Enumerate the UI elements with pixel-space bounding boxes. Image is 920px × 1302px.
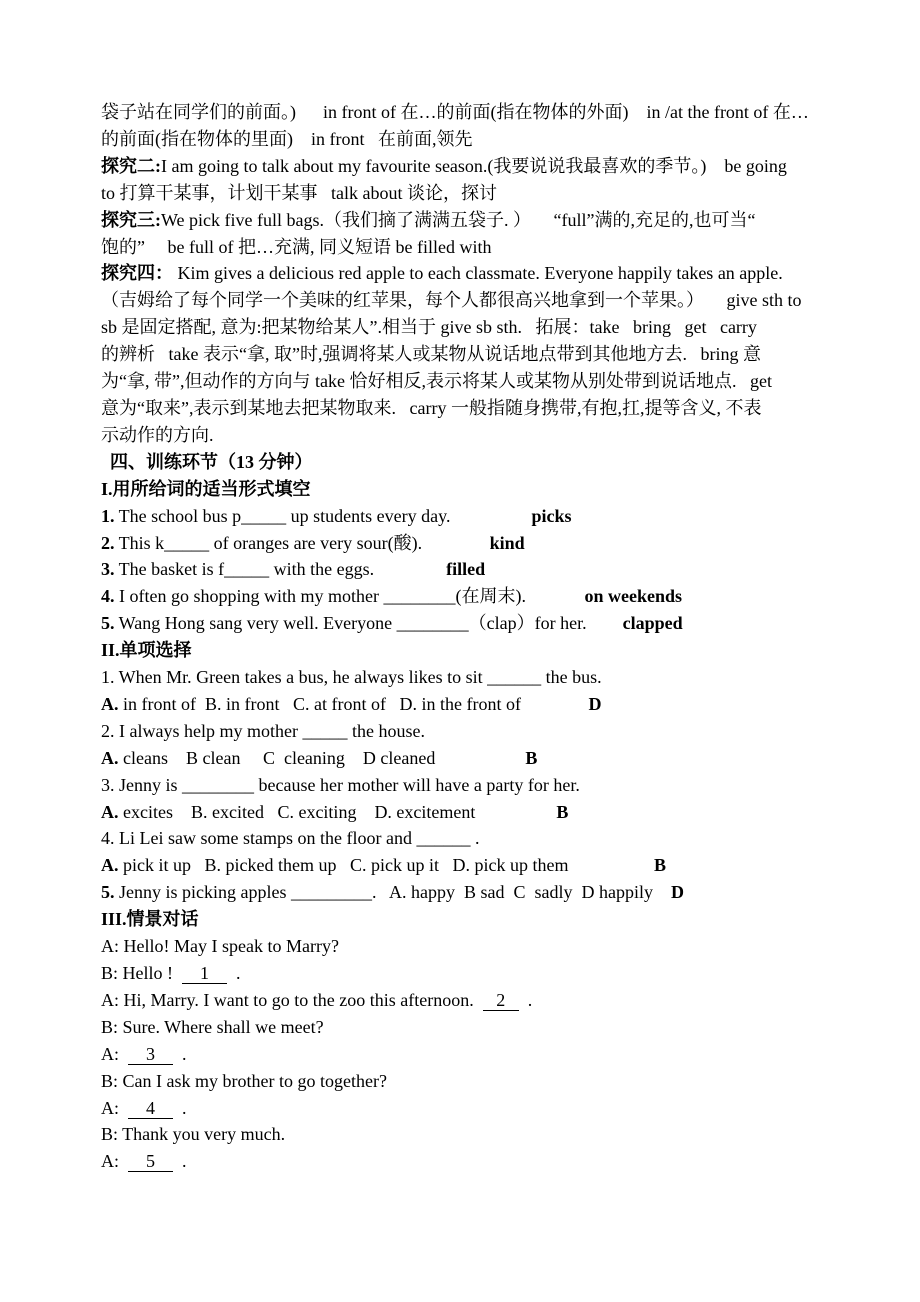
text-line xyxy=(101,799,840,826)
text-line xyxy=(101,530,840,557)
text-line xyxy=(101,583,840,610)
text-line xyxy=(101,664,840,691)
text-segment: II.单项选择 xyxy=(101,640,192,661)
text-segment: filled xyxy=(446,559,486,580)
text-segment: 1. When Mr. Green takes a bus, he always likes to sit ______ the bus. xyxy=(101,667,602,688)
text-segment: A: xyxy=(101,1043,128,1064)
text-line xyxy=(101,1014,840,1041)
text-segment: 探究二: xyxy=(101,155,161,176)
text-segment: pick it up B. picked them up C. pick up it D. pick up them xyxy=(118,855,654,876)
text-line xyxy=(101,476,840,503)
text-segment: 3. Jenny is ________ because her mother will have a party for her. xyxy=(101,774,580,795)
text-segment: I.用所给词的适当形式填空 xyxy=(101,478,311,499)
text-line xyxy=(101,1095,840,1122)
text-line xyxy=(101,772,840,799)
text-line xyxy=(101,180,840,207)
text-segment: 意为“取来”,表示到某地去把某物取来. carry 一般指随身携带,有抱,扛,提等含义, 不表 xyxy=(101,397,762,418)
text-segment: A: xyxy=(101,1151,128,1172)
text-segment: The school bus p_____ up students every day. xyxy=(114,505,532,526)
text-segment: . xyxy=(173,1043,187,1064)
text-segment: B xyxy=(653,855,666,876)
text-segment: 4. Li Lei saw some stamps on the floor and ______ . xyxy=(101,828,480,849)
text-segment: I often go shopping with my mother ________(在周末). xyxy=(114,586,585,607)
text-line xyxy=(101,1148,840,1175)
text-segment: B: Can I ask my brother to go together? xyxy=(101,1070,387,1091)
text-line xyxy=(101,260,840,287)
text-line xyxy=(101,503,840,530)
text-line xyxy=(101,126,840,153)
text-line xyxy=(101,825,840,852)
text-segment: 饱的” be full of 把…充满, 同义短语 be filled with xyxy=(101,236,492,257)
text-segment: B xyxy=(556,801,569,822)
text-segment: 5. xyxy=(101,882,115,903)
text-line xyxy=(101,341,840,368)
text-segment: This k_____ of oranges are very sour(酸). xyxy=(114,532,490,553)
text-line xyxy=(101,422,840,449)
text-segment: D xyxy=(588,693,602,714)
text-segment: B: Hello ! xyxy=(101,963,182,983)
text-segment: 2. I always help my mother _____ the house. xyxy=(101,720,425,741)
text-line xyxy=(101,314,840,341)
text-segment: A. xyxy=(101,855,119,876)
text-segment: （吉姆给了每个同学一个美味的红苹果，每个人都很高兴地拿到一个苹果。） give sth to xyxy=(101,290,802,311)
text-line xyxy=(101,960,840,987)
text-segment: sb 是固定搭配, 意为:把某物给某人”.相当于 give sb sth. 拓展：take bring get carry xyxy=(101,317,757,338)
text-segment: cleans B clean C cleaning D cleaned xyxy=(118,747,526,768)
text-segment: D xyxy=(670,882,684,903)
text-segment: A. xyxy=(101,747,119,768)
text-segment: A: Hi, Marry. I want to go to the zoo this afternoon. xyxy=(101,989,483,1010)
text-line xyxy=(101,933,840,960)
text-line xyxy=(101,234,840,261)
text-segment: Jenny is picking apples _________. A. happy B sad C sadly D happily xyxy=(114,882,671,903)
text-line xyxy=(101,852,840,879)
text-segment: . xyxy=(173,1097,187,1118)
text-line xyxy=(101,879,840,906)
text-segment: 袋子站在同学们的前面。) in front of 在…的前面(指在物体的外面) in /at the front of 在… xyxy=(101,102,809,122)
blank-underline: 5 xyxy=(128,1151,173,1172)
text-segment: The basket is f_____ with the eggs. xyxy=(114,559,447,580)
text-segment: We pick five full bags.（我们摘了满满五袋子. ） “full”满的,充足的,也可当“ xyxy=(161,209,756,230)
text-line xyxy=(101,449,840,476)
text-segment: B xyxy=(525,747,538,768)
text-line xyxy=(101,1041,840,1068)
text-segment: A. xyxy=(101,693,119,714)
text-line xyxy=(101,691,840,718)
text-segment: . xyxy=(518,989,533,1010)
text-line xyxy=(101,153,840,180)
blank-underline: 2 xyxy=(482,989,519,1010)
text-line xyxy=(101,987,840,1014)
text-segment: 探究四： xyxy=(101,263,173,284)
text-segment: 5. xyxy=(101,613,115,634)
text-line xyxy=(101,99,840,126)
blank-underline: 1 xyxy=(182,963,227,983)
text-segment: 2. xyxy=(101,532,115,553)
text-segment: 1. xyxy=(101,505,115,526)
text-segment: . xyxy=(173,1151,187,1172)
text-segment: picks xyxy=(531,505,572,526)
text-segment: on weekends xyxy=(584,586,682,607)
text-segment: A. xyxy=(101,801,119,822)
text-segment: to 打算干某事，计划干某事 talk about 谈论，探讨 xyxy=(101,182,497,203)
text-line xyxy=(101,207,840,234)
text-segment: 探究三: xyxy=(101,209,161,230)
text-line xyxy=(101,610,840,637)
text-segment: A: xyxy=(101,1097,128,1118)
text-segment: kind xyxy=(489,532,525,553)
text-line xyxy=(101,1121,840,1148)
text-segment: clapped xyxy=(622,613,683,634)
text-segment: . xyxy=(227,963,241,983)
text-segment: A: Hello! May I speak to Marry? xyxy=(101,936,339,957)
text-line xyxy=(101,745,840,772)
text-line xyxy=(101,906,840,933)
text-line xyxy=(101,637,840,664)
text-segment: B: Thank you very much. xyxy=(101,1124,286,1145)
text-segment: in front of B. in front C. at front of D. in the front of xyxy=(118,693,589,714)
text-segment: B: Sure. Where shall we meet? xyxy=(101,1016,324,1037)
text-line xyxy=(101,556,840,583)
text-line xyxy=(101,287,840,314)
text-line xyxy=(101,1068,840,1095)
text-segment: Kim gives a delicious red apple to each classmate. Everyone happily takes an apple. xyxy=(173,263,783,284)
text-segment: 的前面(指在物体的里面) in front 在前面,领先 xyxy=(101,128,473,149)
text-line xyxy=(101,395,840,422)
text-line xyxy=(101,368,840,395)
text-segment: excites B. excited C. exciting D. excitement xyxy=(118,801,557,822)
text-line xyxy=(101,718,840,745)
text-segment: III.情景对话 xyxy=(101,909,199,930)
text-segment: I am going to talk about my favourite season.(我要说说我最喜欢的季节。) be going xyxy=(161,155,787,176)
worksheet-document xyxy=(101,99,840,1175)
text-segment: 4. xyxy=(101,586,115,607)
text-segment: 3. xyxy=(101,559,115,580)
blank-underline: 4 xyxy=(128,1097,173,1118)
text-segment: 示动作的方向. xyxy=(101,424,214,445)
text-segment: Wang Hong sang very well. Everyone ________（clap）for her. xyxy=(114,613,623,634)
text-segment: 的辨析 take 表示“拿, 取”时,强调将某人或某物从说话地点带到其他地方去. bring 意 xyxy=(101,344,761,365)
text-segment: 为“拿, 带”,但动作的方向与 take 恰好相反,表示将某人或某物从别处带到说话地点. get xyxy=(101,371,772,392)
blank-underline: 3 xyxy=(128,1043,173,1064)
text-segment: 四、训练环节（13 分钟） xyxy=(101,451,313,472)
